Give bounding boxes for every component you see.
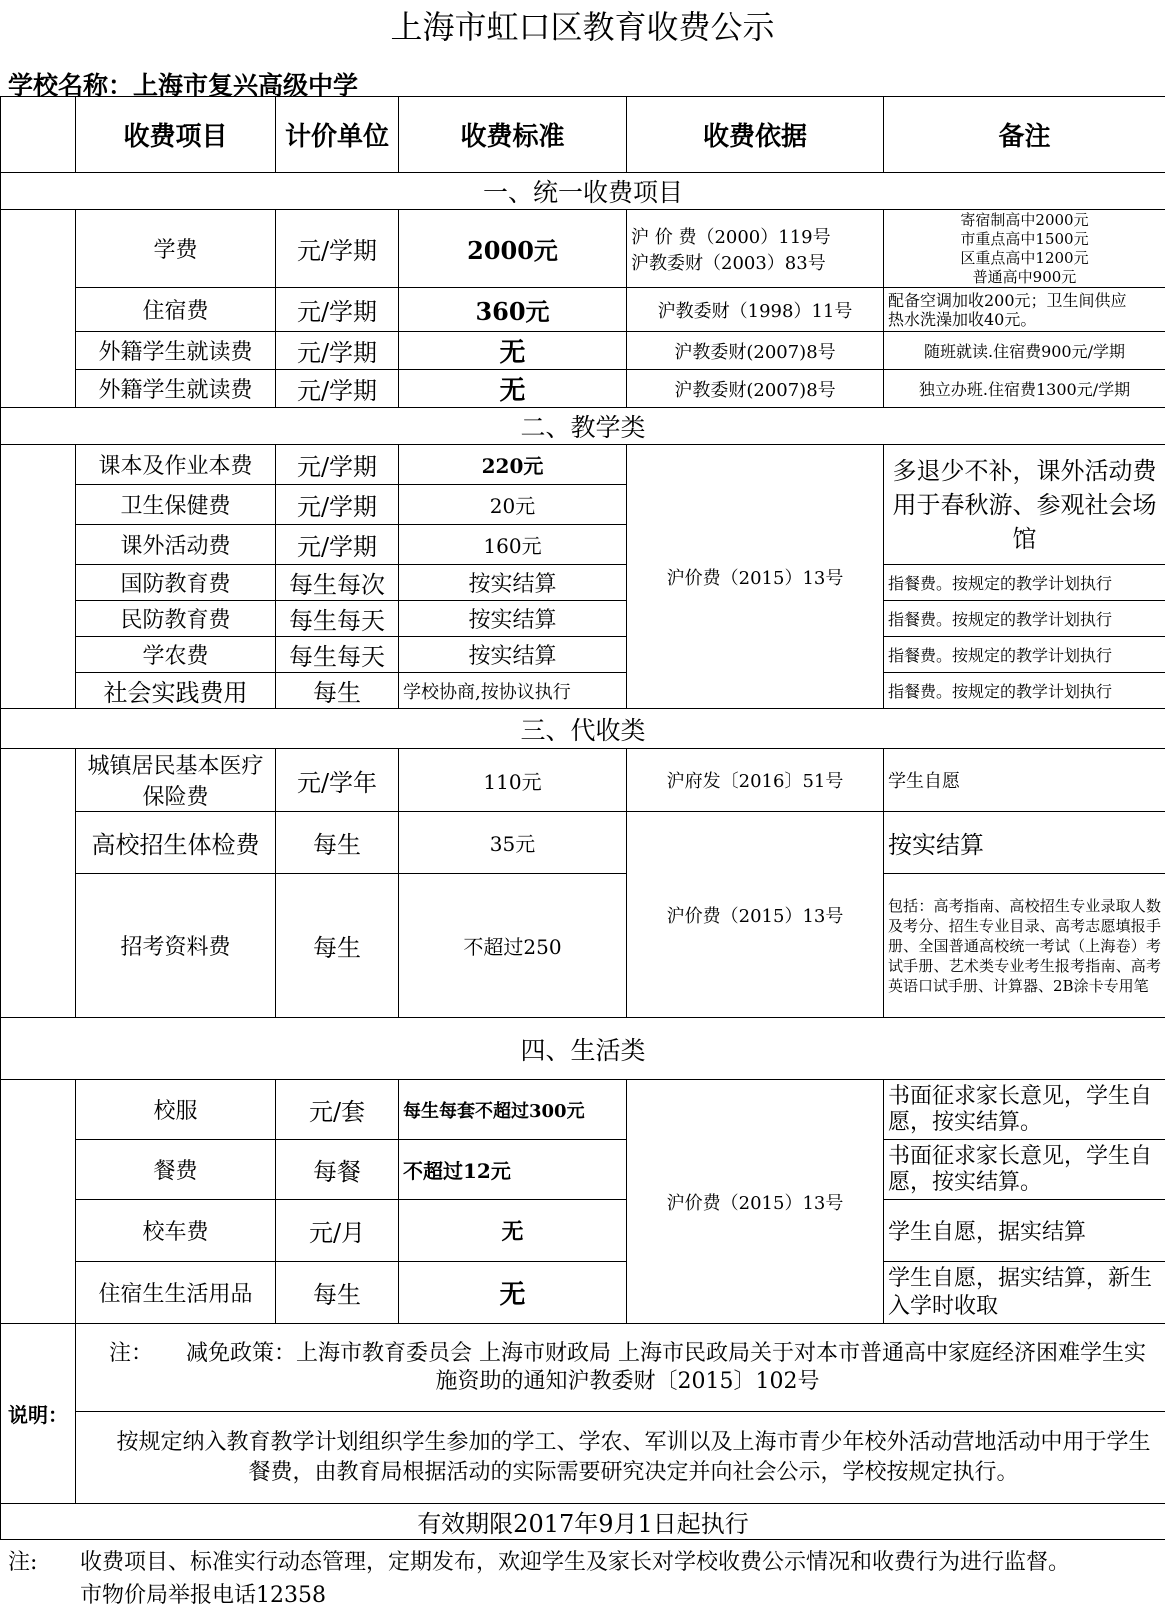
school-name: 学校名称：上海市复兴高级中学 [8, 66, 358, 102]
standard-cell: 无 [399, 1262, 627, 1324]
table-row [1, 601, 1165, 637]
unit-cell: 元/学期 [276, 525, 399, 565]
header-blank [1, 97, 76, 173]
item-cell: 校车费 [76, 1200, 276, 1262]
section-header [1, 709, 1165, 749]
table-row [1, 874, 1165, 1018]
item-cell: 外籍学生就读费 [76, 370, 276, 408]
table-row [1, 445, 1165, 485]
table-row [1, 565, 1165, 601]
standard-cell: 2000元 [399, 210, 627, 288]
section-title: 四、生活类 [1, 1018, 1165, 1080]
unit-cell: 每生 [276, 1262, 399, 1324]
section-title: 一、统一收费项目 [1, 173, 1165, 210]
note-cell: 多退少不补，课外活动费用于春秋游、参观社会场馆 [884, 445, 1165, 565]
table-row [1, 812, 1165, 874]
item-cell: 招考资料费 [76, 874, 276, 1018]
item-cell: 卫生保健费 [76, 485, 276, 525]
unit-cell: 元/学期 [276, 332, 399, 370]
standard-cell: 按实结算 [399, 637, 627, 673]
basis-cell: 沪 价 费（2000）119号 沪教委财（2003）83号 [627, 210, 884, 288]
basis-cell: 沪价费（2015）13号 [627, 812, 884, 1018]
standard-cell: 学校协商,按协议执行 [399, 673, 627, 709]
unit-cell: 元/学期 [276, 485, 399, 525]
note-cell: 独立办班.住宿费1300元/学期 [884, 370, 1165, 408]
header-note: 备注 [884, 97, 1165, 173]
unit-cell: 元/学期 [276, 370, 399, 408]
note-cell: 按实结算 [884, 812, 1165, 874]
unit-cell: 元/套 [276, 1080, 399, 1140]
table-row [1, 1140, 1165, 1200]
basis-cell: 沪教委财(2007)8号 [627, 370, 884, 408]
standard-cell: 160元 [399, 525, 627, 565]
explain-label: 说明： [1, 1324, 76, 1504]
page-title: 上海市虹口区教育收费公示 [0, 0, 1165, 50]
table-row [1, 210, 1165, 288]
unit-cell: 每生每次 [276, 565, 399, 601]
basis-cell: 沪价费（2015）13号 [627, 445, 884, 709]
note-cell: 书面征求家长意见，学生自愿，按实结算。 [884, 1080, 1165, 1140]
item-cell: 国防教育费 [76, 565, 276, 601]
section-title: 三、代收类 [1, 709, 1165, 749]
item-cell: 社会实践费用 [76, 673, 276, 709]
unit-cell: 元/学期 [276, 210, 399, 288]
unit-cell: 元/月 [276, 1200, 399, 1262]
validity-text: 有效期限2017年9月1日起执行 [1, 1504, 1165, 1540]
unit-cell: 每生 [276, 673, 399, 709]
header-unit: 计价单位 [276, 97, 399, 173]
footer-text: 收费项目、标准实行动态管理，定期发布，欢迎学生及家长对学校收费公示情况和收费行为进行监督。 [80, 1545, 1070, 1576]
explain-text: 注： 减免政策：上海市教育委员会 上海市财政局 上海市民政局关于对本市普通高中家庭经济困难学生实施资助的通知沪教委财〔2015〕102号 [76, 1324, 1165, 1412]
footer-phone: 市物价局举报电话12358 [80, 1578, 326, 1609]
validity-row [1, 1504, 1165, 1540]
explanation-row [1, 1324, 1165, 1412]
header-item: 收费项目 [76, 97, 276, 173]
basis-cell: 沪教委财（1998）11号 [627, 288, 884, 332]
item-cell: 民防教育费 [76, 601, 276, 637]
standard-cell: 110元 [399, 749, 627, 812]
note-cell: 学生自愿 [884, 749, 1165, 812]
table-row [1, 1262, 1165, 1324]
table-row [1, 673, 1165, 709]
table-row [1, 288, 1165, 332]
note-cell: 配备空调加收200元；卫生间供应 热水洗澡加收40元。 [884, 288, 1165, 332]
item-cell: 城镇居民基本医疗保险费 [76, 749, 276, 812]
unit-cell: 每生每天 [276, 601, 399, 637]
unit-cell: 元/学年 [276, 749, 399, 812]
note-cell: 学生自愿，据实结算 [884, 1200, 1165, 1262]
standard-cell: 按实结算 [399, 601, 627, 637]
item-cell: 学费 [76, 210, 276, 288]
fee-table [0, 96, 1165, 1540]
table-row [1, 332, 1165, 370]
section-header [1, 173, 1165, 210]
note-cell: 指餐费。按规定的教学计划执行 [884, 565, 1165, 601]
section-header [1, 1018, 1165, 1080]
unit-cell: 每生 [276, 874, 399, 1018]
header-basis: 收费依据 [627, 97, 884, 173]
standard-cell: 每生每套不超过300元 [399, 1080, 627, 1140]
item-cell: 住宿费 [76, 288, 276, 332]
item-cell: 高校招生体检费 [76, 812, 276, 874]
unit-cell: 元/学期 [276, 445, 399, 485]
note-cell: 书面征求家长意见，学生自愿，按实结算。 [884, 1140, 1165, 1200]
standard-cell: 无 [399, 332, 627, 370]
standard-cell: 无 [399, 1200, 627, 1262]
section-title: 二、教学类 [1, 408, 1165, 445]
table-row [1, 749, 1165, 812]
header-standard: 收费标准 [399, 97, 627, 173]
standard-cell: 无 [399, 370, 627, 408]
item-cell: 住宿生生活用品 [76, 1262, 276, 1324]
basis-cell: 沪价费（2015）13号 [627, 1080, 884, 1324]
note-cell: 指餐费。按规定的教学计划执行 [884, 673, 1165, 709]
unit-cell: 每生 [276, 812, 399, 874]
note-cell: 寄宿制高中2000元 市重点高中1500元 区重点高中1200元 普通高中900元 [884, 210, 1165, 288]
standard-cell: 20元 [399, 485, 627, 525]
standard-cell: 220元 [399, 445, 627, 485]
item-cell: 外籍学生就读费 [76, 332, 276, 370]
note-cell: 指餐费。按规定的教学计划执行 [884, 637, 1165, 673]
note-cell: 学生自愿，据实结算，新生入学时收取 [884, 1262, 1165, 1324]
explanation-row [1, 1412, 1165, 1504]
item-cell: 课本及作业本费 [76, 445, 276, 485]
basis-cell: 沪府发〔2016〕51号 [627, 749, 884, 812]
table-row [1, 1080, 1165, 1140]
unit-cell: 每生每天 [276, 637, 399, 673]
unit-cell: 元/学期 [276, 288, 399, 332]
standard-cell: 不超过250 [399, 874, 627, 1018]
footer-label: 注: [8, 1545, 37, 1576]
note-cell: 随班就读.住宿费900元/学期 [884, 332, 1165, 370]
standard-cell: 不超过12元 [399, 1140, 627, 1200]
explain-text: 按规定纳入教育教学计划组织学生参加的学工、学农、军训以及上海市青少年校外活动营地活动中用于学生餐费，由教育局根据活动的实际需要研究决定并向社会公示，学校按规定执行。 [76, 1412, 1165, 1504]
header-row [1, 97, 1165, 173]
item-cell: 校服 [76, 1080, 276, 1140]
unit-cell: 每餐 [276, 1140, 399, 1200]
item-cell: 学农费 [76, 637, 276, 673]
table-row [1, 370, 1165, 408]
standard-cell: 35元 [399, 812, 627, 874]
item-cell: 课外活动费 [76, 525, 276, 565]
section-header [1, 408, 1165, 445]
table-row [1, 637, 1165, 673]
standard-cell: 按实结算 [399, 565, 627, 601]
standard-cell: 360元 [399, 288, 627, 332]
item-cell: 餐费 [76, 1140, 276, 1200]
table-row [1, 1200, 1165, 1262]
note-cell: 包括：高考指南、高校招生专业录取人数及考分、招生专业目录、高考志愿填报手册、全国普通高校统一考试（上海卷）考试手册、艺术类专业考生报考指南、高考英语口试手册、计算器、2B涂卡专用笔 [884, 874, 1165, 1018]
basis-cell: 沪教委财(2007)8号 [627, 332, 884, 370]
note-cell: 指餐费。按规定的教学计划执行 [884, 601, 1165, 637]
